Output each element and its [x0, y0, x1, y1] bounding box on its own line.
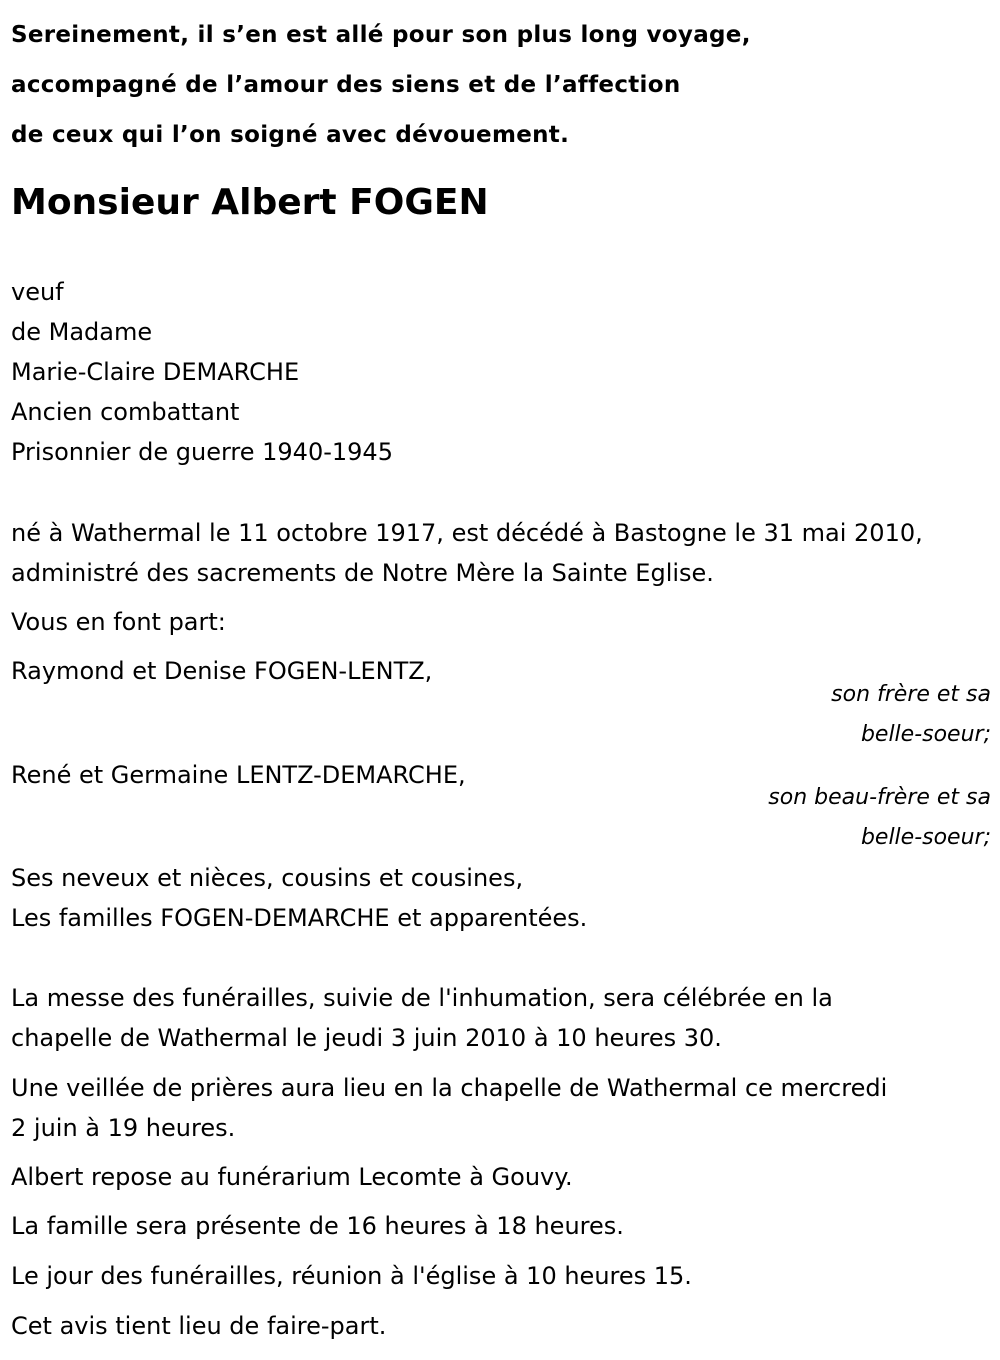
- announcement-intro: Vous en font part:: [11, 608, 226, 636]
- family-presence: La famille sera présente de 16 heures à 18 heures.: [11, 1212, 624, 1240]
- identity-line: Ancien combattant: [11, 398, 240, 426]
- meeting-info: Le jour des funérailles, réunion à l'église à 10 heures 15.: [11, 1262, 692, 1290]
- family-member-relation: belle-soeur;: [860, 825, 991, 850]
- family-member-relation: son beau-frère et sa: [768, 785, 991, 810]
- intro-line: Sereinement, il s’en est allé pour son plus long voyage,: [11, 22, 751, 48]
- repose-location: Albert repose au funérarium Lecomte à Gouvy.: [11, 1163, 573, 1191]
- identity-line: Prisonnier de guerre 1940-1945: [11, 438, 393, 466]
- biography-line: né à Wathermal le 11 octobre 1917, est décédé à Bastogne le 31 mai 2010,: [11, 519, 923, 547]
- family-member-relation: belle-soeur;: [860, 722, 991, 747]
- funeral-mass-line: La messe des funérailles, suivie de l'inhumation, sera célébrée en la: [11, 984, 833, 1012]
- identity-block: [11, 272, 393, 472]
- family-member-name: Raymond et Denise FOGEN-LENTZ,: [11, 657, 433, 685]
- biography-line: administré des sacrements de Notre Mère la Sainte Eglise.: [11, 559, 714, 587]
- other-relatives-line: Ses neveux et nièces, cousins et cousines,: [11, 864, 524, 892]
- funeral-mass-line: chapelle de Wathermal le jeudi 3 juin 2010 à 10 heures 30.: [11, 1024, 722, 1052]
- vigil-line: 2 juin à 19 heures.: [11, 1114, 236, 1142]
- identity-line: de Madame: [11, 318, 153, 346]
- vigil-line: Une veillée de prières aura lieu en la chapelle de Wathermal ce mercredi: [11, 1074, 888, 1102]
- family-member-name: René et Germaine LENTZ-DEMARCHE,: [11, 761, 466, 789]
- deceased-name-title: Monsieur Albert FOGEN: [11, 182, 489, 223]
- intro-line: de ceux qui l’on soigné avec dévouement.: [11, 122, 570, 148]
- family-member-relation: son frère et sa: [831, 682, 991, 707]
- intro-line: accompagné de l’amour des siens et de l’affection: [11, 72, 681, 98]
- other-relatives-line: Les familles FOGEN-DEMARCHE et apparentées.: [11, 904, 588, 932]
- identity-line: Marie-Claire DEMARCHE: [11, 358, 300, 386]
- identity-line: veuf: [11, 278, 64, 306]
- notice-statement: Cet avis tient lieu de faire-part.: [11, 1312, 387, 1340]
- intro-verse: [11, 10, 751, 160]
